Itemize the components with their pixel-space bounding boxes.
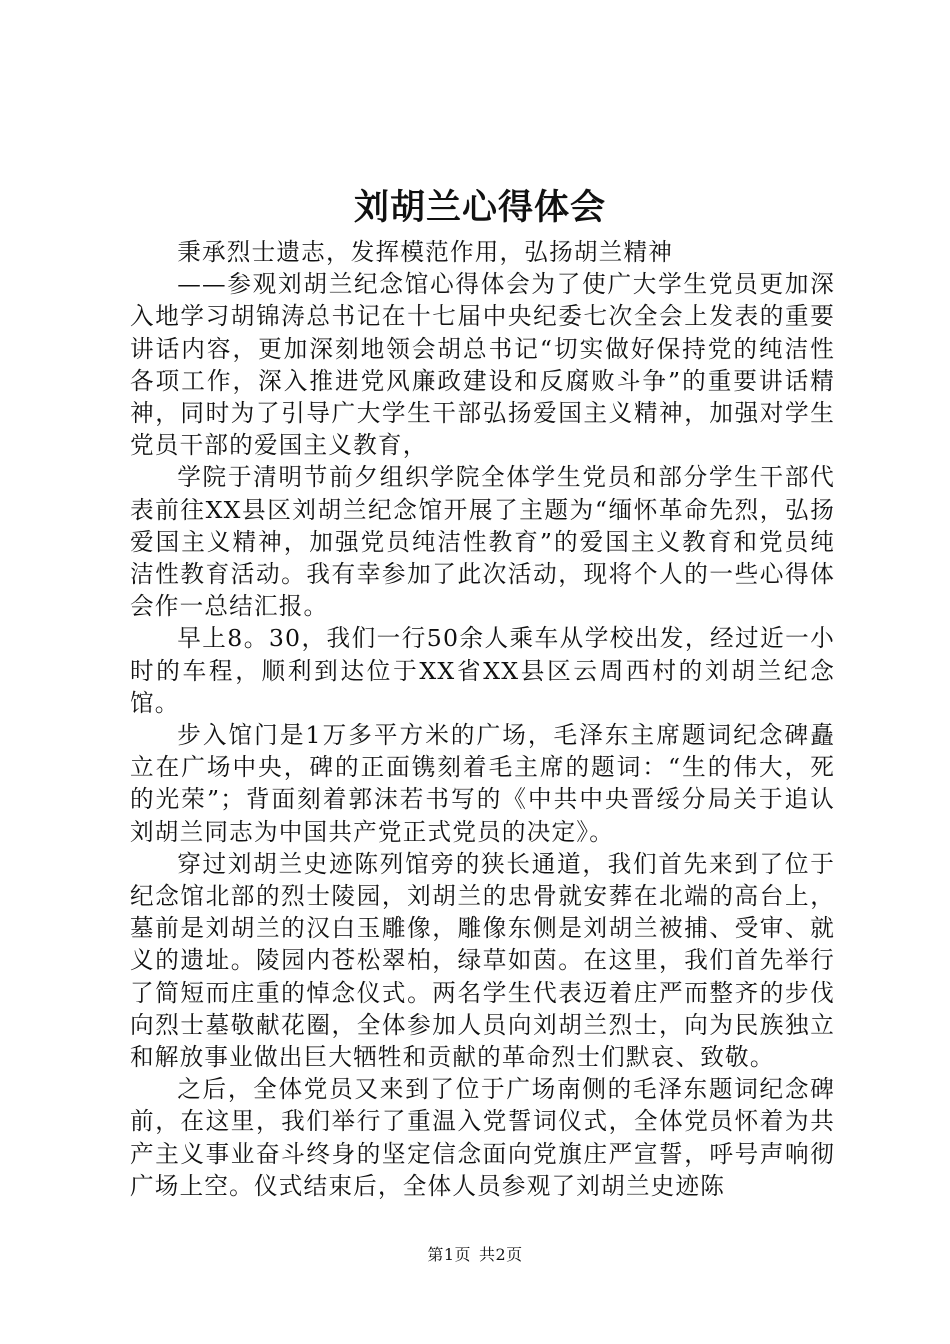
document-subtitle: 秉承烈士遗志，发挥模范作用，弘扬胡兰精神 bbox=[177, 238, 674, 266]
paragraph-cemetery: 穿过刘胡兰史迹陈列馆旁的狭长通道，我们首先来到了位于纪念馆北部的烈士陵园，刘胡兰的忠骨就安葬在北端的高台上，墓前是刘胡兰的汉白玉雕像，雕像东侧是刘胡兰被捕、受审、就义的遗址。陵园内苍松翠柏，绿草如茵。在这里，我们首先举行了简短而庄重的悼念仪式。两名学生代表迈着庄严而整齐的步伐向烈士墓敬献花圈，全体参加人员向刘胡兰烈士，向为民族独立和解放事业做出巨大牺牲和贡献的革命烈士们默哀、致敬。 bbox=[130, 849, 835, 1072]
paragraph-square: 步入馆门是1万多平方米的广场，毛泽东主席题词纪念碑矗立在广场中央，碑的正面镌刻着毛主席的题词：“生的伟大，死的光荣”；背面刻着郭沫若书写的《中共中央晋绥分局关于追认刘胡兰同志为中国共产党正式党员的决定》。 bbox=[130, 721, 835, 846]
paragraph-oath: 之后，全体党员又来到了位于广场南侧的毛泽东题词纪念碑前，在这里，我们举行了重温入党誓词仪式，全体党员怀着为共产主义事业奋斗终身的坚定信念面向党旗庄严宣誓，呼号声响彻广场上空。仪式结束后，全体人员参观了刘胡兰史迹陈 bbox=[130, 1075, 835, 1200]
document-title: 刘胡兰心得体会 bbox=[353, 187, 606, 228]
paragraph-intro: ——参观刘胡兰纪念馆心得体会为了使广大学生党员更加深入地学习胡锦涛总书记在十七届中央纪委七次全会上发表的重要讲话内容，更加深刻地领会胡总书记“切实做好保持党的纯洁性各项工作，深入推进党风廉政建设和反腐败斗争”的重要讲话精神，同时为了引导广大学生干部弘扬爱国主义精神，加强对学生党员干部的爱国主义教育， bbox=[130, 270, 835, 460]
paragraph-departure: 早上8。30，我们一行50余人乘车从学校出发，经过近一小时的车程，顺利到达位于XX省XX县区云周西村的刘胡兰纪念馆。 bbox=[130, 624, 835, 717]
page-footer bbox=[0, 1244, 950, 1266]
page-number-current: 第1页 bbox=[427, 1245, 471, 1264]
page-number-total: 共2页 bbox=[479, 1245, 523, 1264]
document-body bbox=[130, 236, 835, 1202]
paragraph-activity: 学院于清明节前夕组织学院全体学生党员和部分学生干部代表前往XX县区刘胡兰纪念馆开展了主题为“缅怀革命先烈，弘扬爱国主义精神，加强党员纯洁性教育”的爱国主义教育和党员纯洁性教育活动。我有幸参加了此次活动，现将个人的一些心得体会作一总结汇报。 bbox=[130, 463, 835, 621]
